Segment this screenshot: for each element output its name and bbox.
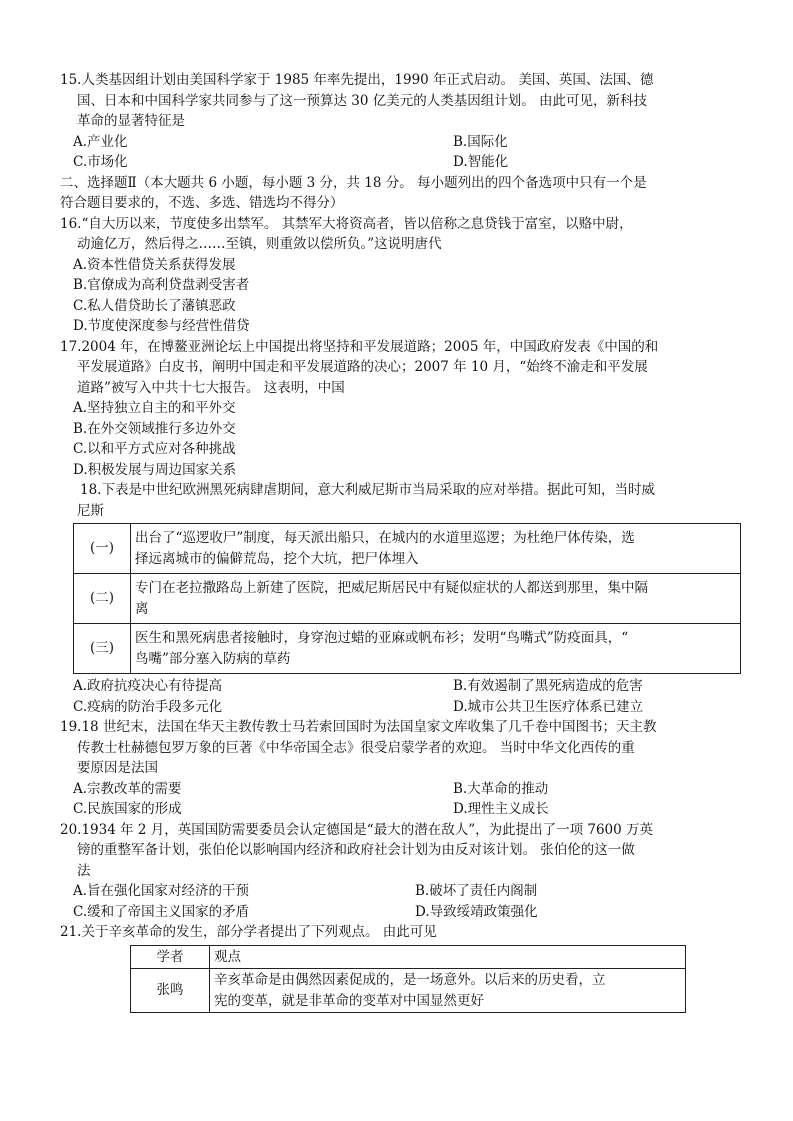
option-b[interactable]: B.官僚成为高利贷盘剥受害者 — [73, 277, 250, 293]
view-cell — [210, 969, 686, 1013]
question-16-stem-line: 动逾亿万，然后得之……至镇，则重敛以偿所负。”这说明唐代 — [77, 236, 442, 252]
option-b[interactable]: B.大革命的推动 — [453, 780, 549, 797]
section-2-heading — [60, 173, 750, 214]
question-16 — [60, 214, 750, 337]
question-17 — [60, 337, 750, 481]
row-number: (三) — [74, 624, 131, 674]
question-20-options — [60, 881, 750, 922]
option-d[interactable]: D.节度使深度参与经营性借贷 — [73, 318, 250, 334]
exam-page — [60, 70, 750, 1013]
option-d[interactable]: D.理性主义成长 — [453, 801, 549, 817]
cell-line: 专门在老拉撒路岛上新建了医院，把威尼斯居民中有疑似症状的人都送到那里，集中隔 — [135, 580, 648, 596]
question-15-stem-line: 15.人类基因组计划由美国科学家于 1985 年率先提出，1990 年正式启动。 美国、英国、法国、德 — [60, 72, 654, 88]
question-18-stem-line: 尼斯 — [77, 502, 104, 519]
question-21-stem-line: 21.关于辛亥革命的发生，部分学者提出了下列观点。 由此可见 — [60, 924, 437, 940]
option-c[interactable]: C.以和平方式应对各种挑战 — [73, 441, 236, 457]
row-number: (一) — [74, 524, 131, 574]
table-row — [131, 969, 686, 1013]
question-20 — [60, 820, 750, 923]
option-b[interactable]: B.有效遏制了黑死病造成的危害 — [453, 678, 643, 694]
section-heading-line: 符合题目要求的，不选、多选、错选均不得分） — [60, 195, 344, 211]
question-19 — [60, 717, 750, 820]
cell-line: 鸟嘴”部分塞入防病的草药 — [135, 650, 291, 667]
section-heading-line: 二、选择题Ⅱ（本大题共 6 小题，每小题 3 分，共 18 分。 每小题列出的四个备选项中只有一个是 — [60, 174, 647, 191]
question-17-stem-line: 道路”被写入中共十七大报告。 这表明，中国 — [77, 379, 345, 396]
option-c[interactable]: C.民族国家的形成 — [73, 801, 182, 817]
option-a[interactable]: A.坚持独立自主的和平外交 — [73, 400, 236, 416]
question-16-stem-line: 16.“自大历以来，节度使多出禁军。 其禁军大将资高者，皆以倍称之息贷钱于富室，以赂中尉， — [60, 215, 633, 232]
question-16-options — [60, 255, 750, 337]
cell-line: 医生和黑死病患者接触时，身穿泡过蜡的亚麻或帆布衫；发明“鸟嘴式”防疫面具，“ — [135, 630, 629, 646]
option-a[interactable]: A.政府抗疫决心有待提高 — [73, 678, 223, 694]
option-a[interactable]: A.资本性借贷关系获得发展 — [73, 256, 236, 273]
question-15-stem-line: 国、日本和中国科学家共同参与了这一预算达 30 亿美元的人类基因组计划。 由此可见，新科技 — [77, 92, 648, 109]
question-20-stem-line: 镑的重整军备计划，张伯伦以影响国内经济和政府社会计划为由反对该计划。 张伯伦的这一做 — [77, 842, 635, 858]
question-15 — [60, 70, 750, 173]
question-18-stem-line: 18.下表是中世纪欧洲黑死病肆虐期间，意大利威尼斯市当局采取的应对举措。据此可知，当时威 — [80, 482, 655, 498]
question-17-options — [60, 398, 750, 480]
scholar-views-table — [130, 945, 686, 1014]
scholar-name: 张鸣 — [131, 969, 210, 1013]
question-21 — [60, 922, 750, 1013]
table-row — [74, 524, 741, 574]
option-c[interactable]: C.疫病的防治手段多元化 — [73, 698, 223, 715]
question-15-options — [60, 132, 750, 173]
cell-line: 出台了“巡逻收尸”制度，每天派出船只，在城内的水道里巡逻；为杜绝尸体传染，选 — [135, 530, 635, 546]
cell-line: 宪的变革，就是非革命的变革对中国显然更好 — [214, 992, 484, 1009]
option-d[interactable]: D.积极发展与周边国家关系 — [73, 461, 237, 478]
table-row — [74, 624, 741, 674]
option-c[interactable]: C.缓和了帝国主义国家的矛盾 — [73, 903, 250, 920]
question-18 — [60, 480, 750, 717]
table-header-row — [131, 945, 686, 969]
question-19-stem-line: 19.18 世纪末，法国在华天主教传教士马若索回国时为法国皇家文库收集了几千卷中国图书；天主教 — [60, 719, 657, 735]
measure-cell — [131, 574, 741, 624]
option-d[interactable]: D.城市公共卫生医疗体系已建立 — [453, 698, 644, 715]
option-a[interactable]: A.产业化 — [73, 133, 128, 150]
option-a[interactable]: A.旨在强化国家对经济的干预 — [73, 883, 250, 899]
cell-line: 择远离城市的偏僻荒岛，挖个大坑，把尸体埋入 — [135, 550, 419, 567]
question-19-stem-line: 传教士杜赫德包罗万象的巨著《中华帝国全志》很受启蒙学者的欢迎。 当时中华文化西传的重 — [77, 739, 635, 756]
header-view: 观点 — [210, 945, 686, 969]
question-19-stem-line: 要原因是法国 — [77, 760, 158, 776]
option-a[interactable]: A.宗教改革的需要 — [73, 780, 182, 797]
table-row — [74, 574, 741, 624]
option-d[interactable]: D.智能化 — [453, 154, 509, 170]
option-c[interactable]: C.市场化 — [73, 154, 128, 170]
question-15-stem-line: 革命的显著特征是 — [77, 113, 185, 129]
question-17-stem-line: 平发展道路》白皮书，阐明中国走和平发展道路的决心；2007 年 10 月，“始终不渝走和平发展 — [77, 359, 648, 375]
measure-cell — [131, 624, 741, 674]
question-17-stem-line: 17.2004 年，在博鳌亚洲论坛上中国提出将坚持和平发展道路；2005 年，中国政府发表《中国的和 — [60, 338, 659, 355]
question-18-options — [60, 676, 750, 717]
question-20-stem-line: 20.1934 年 2 月，英国国防需要委员会认定德国是“最大的潜在敌人”，为此提出了一项 7600 万英 — [60, 821, 654, 838]
cell-line: 辛亥革命是由偶然因素促成的，是一场意外。以后来的历史看，立 — [214, 972, 606, 988]
question-20-stem-line: 法 — [77, 862, 91, 879]
cell-line: 离 — [135, 600, 149, 617]
option-b[interactable]: B.国际化 — [453, 133, 508, 150]
option-c[interactable]: C.私人借贷助长了藩镇恶政 — [73, 297, 236, 314]
option-b[interactable]: B.破坏了责任内阁制 — [415, 883, 538, 899]
measure-cell — [131, 524, 741, 574]
option-d[interactable]: D.导致绥靖政策强化 — [415, 903, 538, 920]
question-19-options — [60, 779, 750, 820]
venice-measures-table — [73, 523, 741, 674]
header-scholar: 学者 — [131, 945, 210, 969]
option-b[interactable]: B.在外交领域推行多边外交 — [73, 420, 236, 437]
row-number: (二) — [74, 574, 131, 624]
